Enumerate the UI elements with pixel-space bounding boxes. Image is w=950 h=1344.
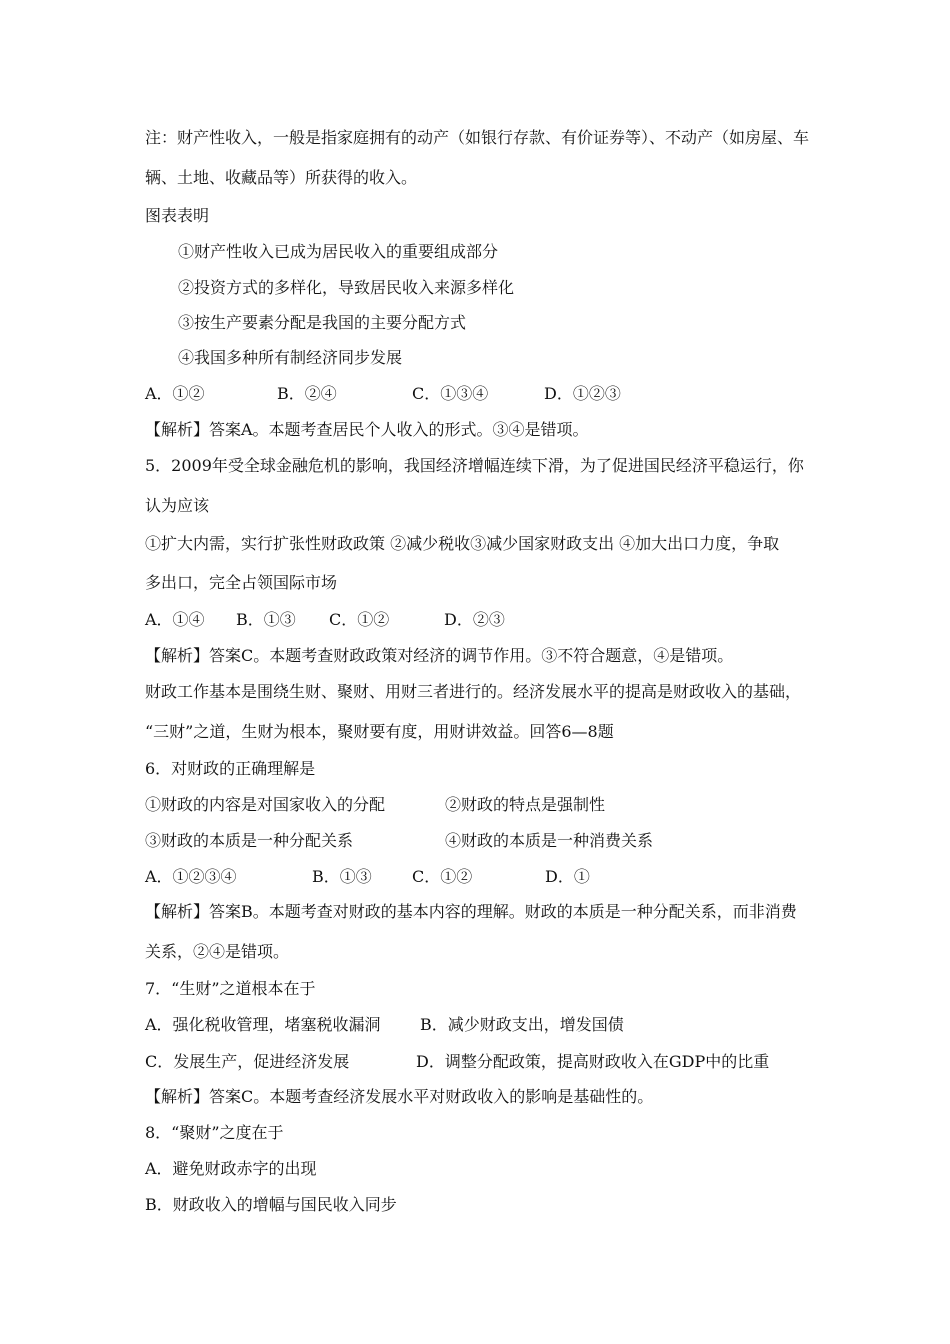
q4-item: ①财产性收入已成为居民收入的重要组成部分 xyxy=(178,242,499,261)
q4-option-a: A．①② xyxy=(145,384,205,403)
q6-item: ④财政的本质是一种消费关系 xyxy=(445,831,654,850)
q5-option-a: A．①④ xyxy=(145,610,205,629)
q8-stem: 8．“聚财”之度在于 xyxy=(145,1123,284,1142)
q6-option-c: C．①② xyxy=(412,867,473,886)
passage-line-1: 财政工作基本是围绕生财、聚财、用财三者进行的。经济发展水平的提高是财政收入的基础， xyxy=(145,682,802,701)
q4-item: ③按生产要素分配是我国的主要分配方式 xyxy=(178,313,467,332)
q6-item: ②财政的特点是强制性 xyxy=(445,795,606,814)
q7-option-d: D．调整分配政策，提高财政收入在GDP中的比重 xyxy=(416,1052,770,1071)
note-line-1: 注：财产性收入，一般是指家庭拥有的动产（如银行存款、有价证券等）、不动产（如房屋、车 xyxy=(145,128,810,147)
q4-item: ④我国多种所有制经济同步发展 xyxy=(178,348,403,367)
q4-option-b: B．②④ xyxy=(277,384,337,403)
note-line-2: 辆、土地、收藏品等）所获得的收入。 xyxy=(145,168,418,187)
q5-option-b: B．①③ xyxy=(236,610,296,629)
q6-item: ①财政的内容是对国家收入的分配 xyxy=(145,795,386,814)
q7-stem: 7．“生财”之道根本在于 xyxy=(145,979,316,998)
q6-option-b: B．①③ xyxy=(312,867,372,886)
q5-option-d: D．②③ xyxy=(444,610,505,629)
q5-items-line-2: 多出口，完全占领国际市场 xyxy=(145,573,338,592)
q5-stem-line-2: 认为应该 xyxy=(145,496,210,515)
q6-option-d: D．① xyxy=(545,867,590,886)
q7-option-a: A．强化税收管理，堵塞税收漏洞 xyxy=(145,1015,381,1034)
q4-analysis: 【解析】答案A。本题考查居民个人收入的形式。③④是错项。 xyxy=(145,420,589,439)
q4-option-d: D．①②③ xyxy=(544,384,621,403)
q7-option-c: C．发展生产，促进经济发展 xyxy=(145,1052,350,1071)
q4-lead: 图表表明 xyxy=(145,206,210,225)
q6-analysis-line-1: 【解析】答案B。本题考查对财政的基本内容的理解。财政的本质是一种分配关系，而非消费 xyxy=(145,902,797,921)
q7-option-b: B．减少财政支出，增发国债 xyxy=(420,1015,624,1034)
q6-option-a: A．①②③④ xyxy=(145,867,237,886)
q6-stem: 6．对财政的正确理解是 xyxy=(145,759,316,778)
q5-stem-line-1: 5．2009年受全球金融危机的影响，我国经济增幅连续下滑，为了促进国民经济平稳运行，你 xyxy=(145,456,804,475)
q7-analysis: 【解析】答案C。本题考查经济发展水平对财政收入的影响是基础性的。 xyxy=(145,1087,654,1106)
q8-option-b: B．财政收入的增幅与国民收入同步 xyxy=(145,1195,397,1214)
passage-line-2: “三财”之道，生财为根本，聚财要有度，用财讲效益。回答6—8题 xyxy=(145,722,614,741)
q4-option-c: C．①③④ xyxy=(412,384,489,403)
q8-option-a: A．避免财政赤字的出现 xyxy=(145,1159,317,1178)
q4-item: ②投资方式的多样化，导致居民收入来源多样化 xyxy=(178,278,515,297)
q5-option-c: C．①② xyxy=(329,610,390,629)
q6-analysis-line-2: 关系，②④是错项。 xyxy=(145,942,290,961)
q5-analysis: 【解析】答案C。本题考查财政政策对经济的调节作用。③不符合题意，④是错项。 xyxy=(145,646,734,665)
q6-item: ③财政的本质是一种分配关系 xyxy=(145,831,354,850)
q5-items-line-1: ①扩大内需，实行扩张性财政政策 ②减少税收③减少国家财政支出 ④加大出口力度，争取 xyxy=(145,534,780,553)
